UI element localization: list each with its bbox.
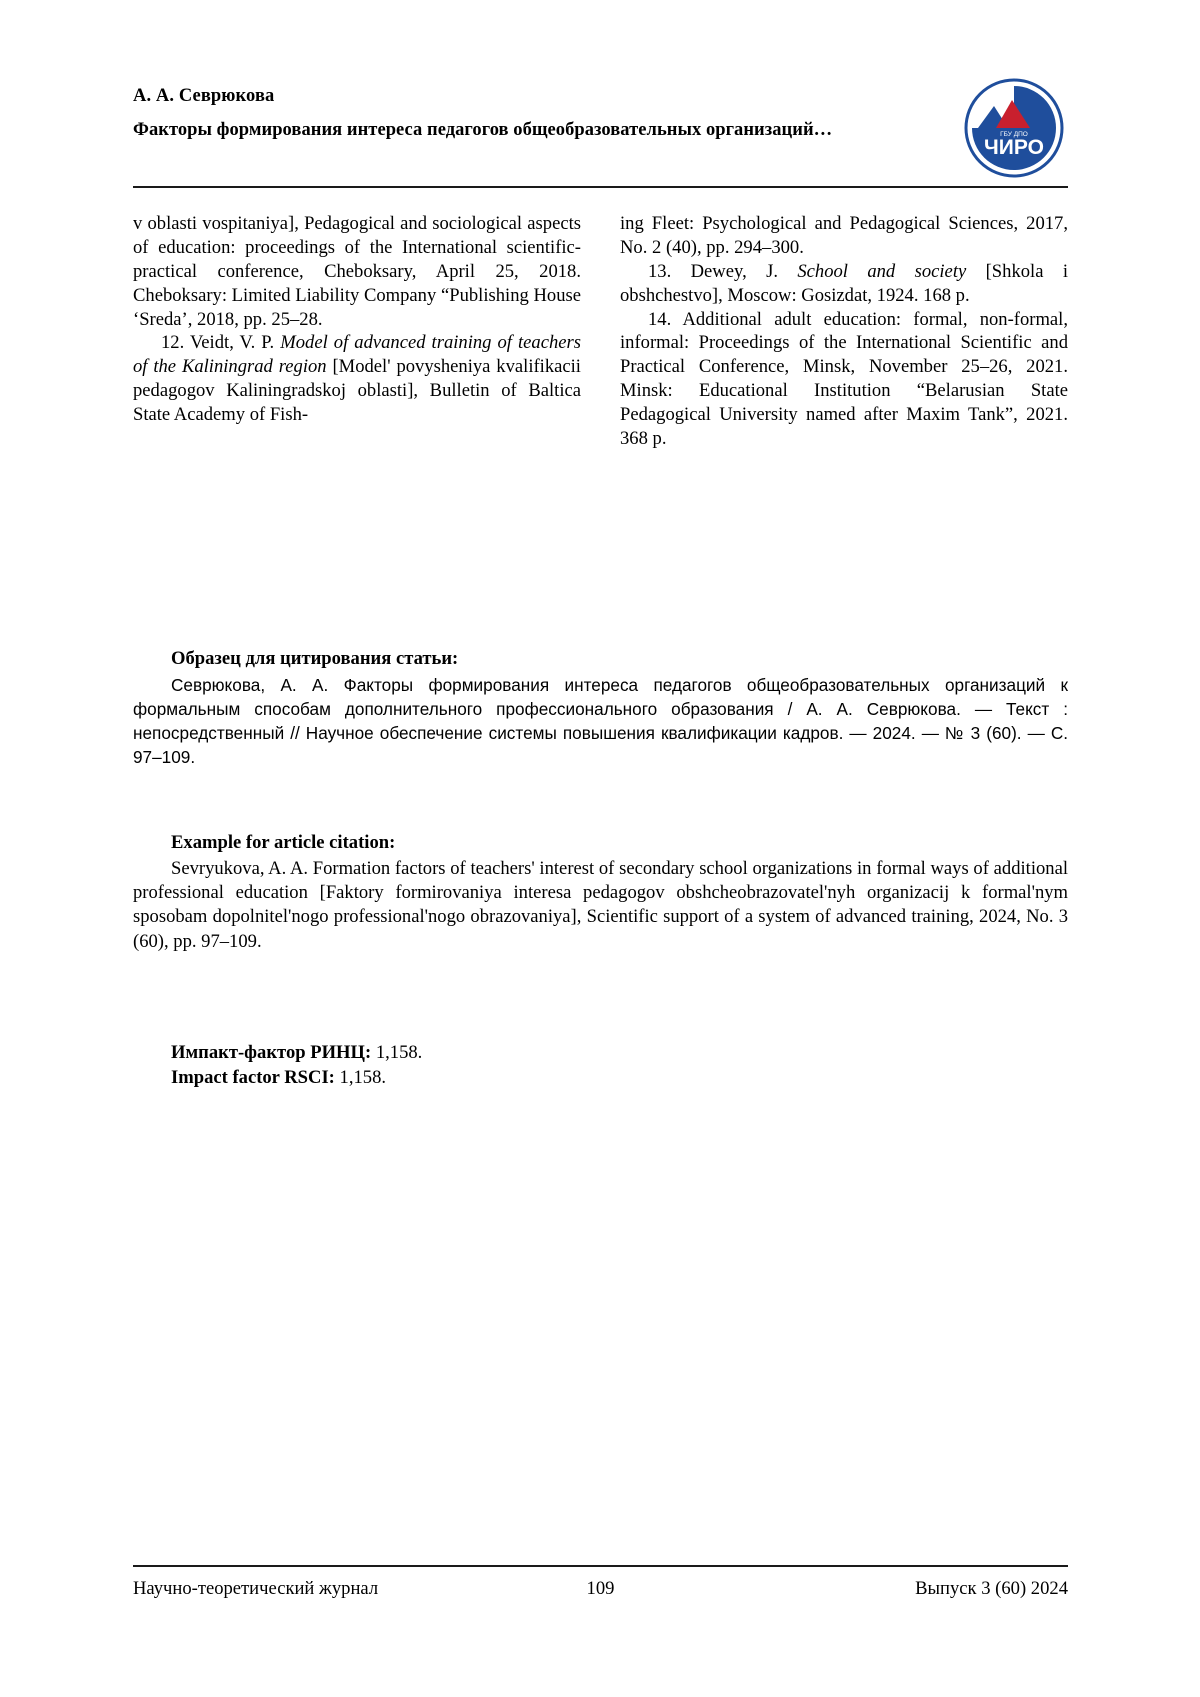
header-article-title: Факторы формирования интереса педагогов общеобразовательных организаций… bbox=[133, 120, 833, 140]
citation-block-en bbox=[133, 832, 1068, 954]
references-columns bbox=[133, 212, 1068, 451]
reference-item-13-title: School and society bbox=[797, 260, 967, 282]
chiro-logo bbox=[960, 78, 1068, 178]
footer-divider bbox=[133, 1565, 1068, 1567]
reference-item-12: 12. Veidt, V. P. Model of advanced training of teachers of the Kaliningrad region [Model' povysheniya kvalifikacii pedagogov Kaliningradskoj oblasti], Bulletin of Baltica State Academy of Fish- bbox=[133, 332, 582, 426]
page-header bbox=[133, 78, 1068, 188]
citation-en-body: Sevryukova, A. A. Formation factors of teachers' interest of secondary school organizations in formal ways of additional professional education [Faktory formirovaniya interesa pedagogov obshcheobrazovatel'nyh organizacij k formal'nym sposobam dopolnitel'nogo professional'nogo obrazovaniya], Scientific support of a system of advanced training, 2024, No. 3 (60), pp. 97–109. bbox=[133, 858, 1068, 952]
citation-ru-body: Севрюкова, А. А. Факторы формирования интереса педагогов общеобразовательных организаций к формальным способам дополнительного профессионального образования / А. А. Севрюкова. — Текст : непосредственный // Научное обеспечение системы повышения квалификации кадров. — 2024. — № 3 (60). — С. 97–109. bbox=[133, 675, 1068, 768]
citation-block-ru bbox=[133, 648, 1068, 769]
reference-item-12-title: Model of advanced training of teachers of the Kaliningrad region bbox=[133, 332, 582, 378]
reference-item-13: 13. Dewey, J. School and society [Shkola i obshchestvo], Moscow: Gosizdat, 1924. 168 p. bbox=[620, 260, 1068, 306]
reference-item-11-continuation: ing Fleet: Psychological and Pedagogical Sciences, 2017, No. 2 (40), pp. 294–300. bbox=[620, 213, 1068, 258]
impact-factor-ru-label: Импакт-фактор РИНЦ: bbox=[171, 1042, 372, 1063]
references-right-column bbox=[620, 212, 1068, 451]
header-divider bbox=[133, 186, 1068, 188]
chiro-logo-icon bbox=[960, 78, 1068, 178]
footer-journal-name: Научно-теоретический журнал bbox=[133, 1578, 379, 1599]
references-left-column bbox=[133, 212, 581, 451]
svg-text:ЧИРО: ЧИРО bbox=[984, 136, 1044, 159]
citation-ru-heading: Образец для цитирования статьи: bbox=[171, 648, 459, 669]
impact-factor-block bbox=[171, 1040, 422, 1091]
footer-page-number: 109 bbox=[586, 1578, 615, 1599]
header-author: А. А. Севрюкова bbox=[133, 86, 275, 106]
svg-text:ГБУ ДПО: ГБУ ДПО bbox=[1000, 131, 1028, 138]
header-text-block bbox=[133, 86, 923, 141]
reference-item-14: 14. Additional adult education: formal, non-formal, informal: Proceedings of the International Scientific and Practical Conference, Minsk, November 25–26, 2021. Minsk: Educational Institution “Belarusian State Pedagogical University named after Maxim Tank”, 2021. 368 p. bbox=[620, 308, 1068, 450]
impact-factor-en-label: Impact factor RSCI: bbox=[171, 1067, 335, 1089]
impact-factor-en-value: 1,158. bbox=[334, 1067, 387, 1089]
reference-continuation: v oblasti vospitaniya], Pedagogical and sociological aspects of education: proceedings of the International scientific-practical conference, Cheboksary, April 25, 2018. Cheboksary: Limited Liability Company “Publishing House ‘Sreda’, 2018, pp. 25–28. bbox=[133, 213, 581, 330]
impact-factor-en bbox=[171, 1065, 422, 1090]
citation-en-heading: Example for article citation: bbox=[171, 832, 396, 853]
impact-factor-ru bbox=[171, 1040, 422, 1065]
page-footer bbox=[133, 1578, 1068, 1600]
footer-issue: Выпуск 3 (60) 2024 bbox=[915, 1578, 1068, 1599]
impact-factor-ru-value: 1,158. bbox=[371, 1042, 423, 1063]
